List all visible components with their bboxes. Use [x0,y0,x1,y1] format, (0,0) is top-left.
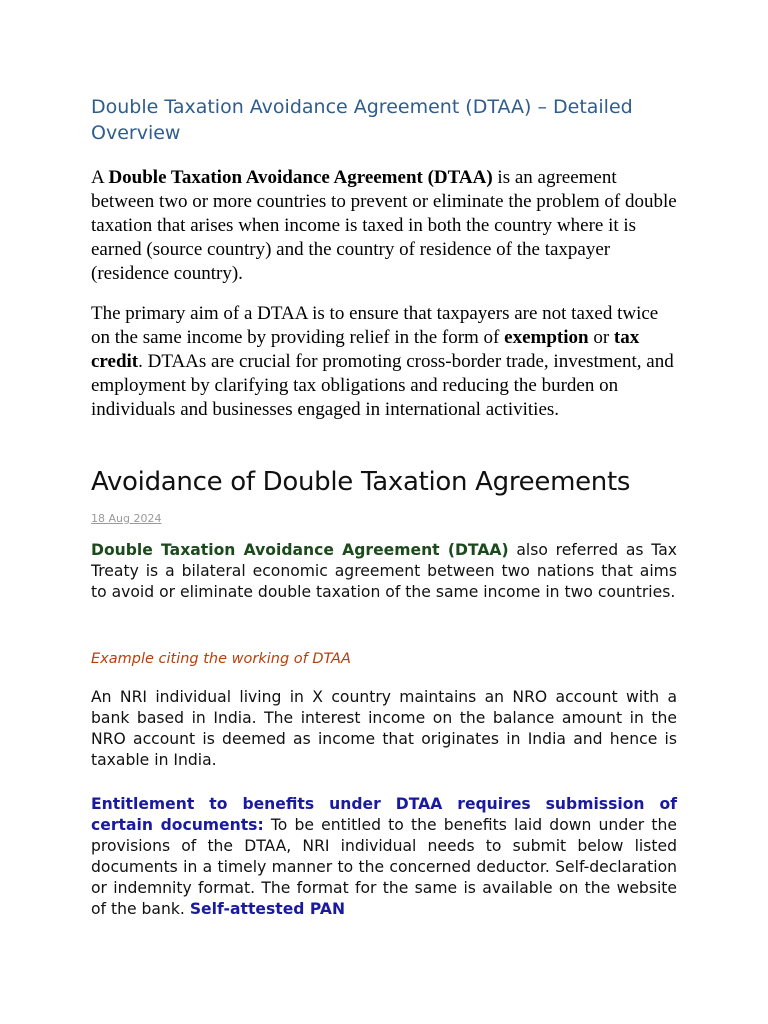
intro-paragraph [91,166,677,286]
intro-lead-text: A [91,167,109,188]
tax-treaty-body-text: also referred as Tax Treaty is a bilateral economic agreement between two nations that aims to avoid or eliminate double taxation of the same income in two countries. [91,541,677,601]
aim-connector-text: or [588,327,614,348]
publish-date: 18 Aug 2024 [91,512,162,525]
dtaa-highlight: Double Taxation Avoidance Agreement (DTAA) [91,541,509,559]
example-heading: Example citing the working of DTAA [91,651,351,667]
aim-body-text: . DTAAs are crucial for promoting cross-border trade, investment, and employment by clarifying tax obligations and reducing the burden on individuals and businesses engaged in international activities. [91,351,674,420]
document-title: Double Taxation Avoidance Agreement (DTAA) – Detailed Overview [91,96,633,144]
aim-paragraph [91,302,677,422]
section-heading: Avoidance of Double Taxation Agreements [91,467,631,497]
entitlement-highlight: Entitlement to benefits under DTAA requires submission of certain documents: [91,795,677,834]
entitlement-paragraph [91,794,677,920]
exemption-term: exemption [504,327,589,348]
nri-example-paragraph: An NRI individual living in X country maintains an NRO account with a bank based in India. The interest income on the balance amount in the NRO account is deemed as income that originates in India and hence is taxable in India. [91,688,677,769]
aim-lead-text: The primary aim of a DTAA is to ensure that taxpayers are not taxed twice on the same income by providing relief in the form of [91,303,659,348]
tax-credit-term: tax credit [91,327,640,372]
tax-treaty-paragraph [91,540,677,603]
intro-bold-term: Double Taxation Avoidance Agreement (DTAA) [108,167,493,188]
pan-highlight: Self-attested PAN [189,900,345,918]
intro-body-text: is an agreement between two or more countries to prevent or eliminate the problem of double taxation that arises when income is taxed in both the country where it is earned (source country) and the country of residence of the taxpayer (residence country). [91,167,677,284]
entitlement-body-text: To be entitled to the benefits laid down under the provisions of the DTAA, NRI individual needs to submit below listed documents in a timely manner to the concerned deductor. Self-declaration or indemnity format. The format for the same is available on the website of the bank. [91,816,677,918]
